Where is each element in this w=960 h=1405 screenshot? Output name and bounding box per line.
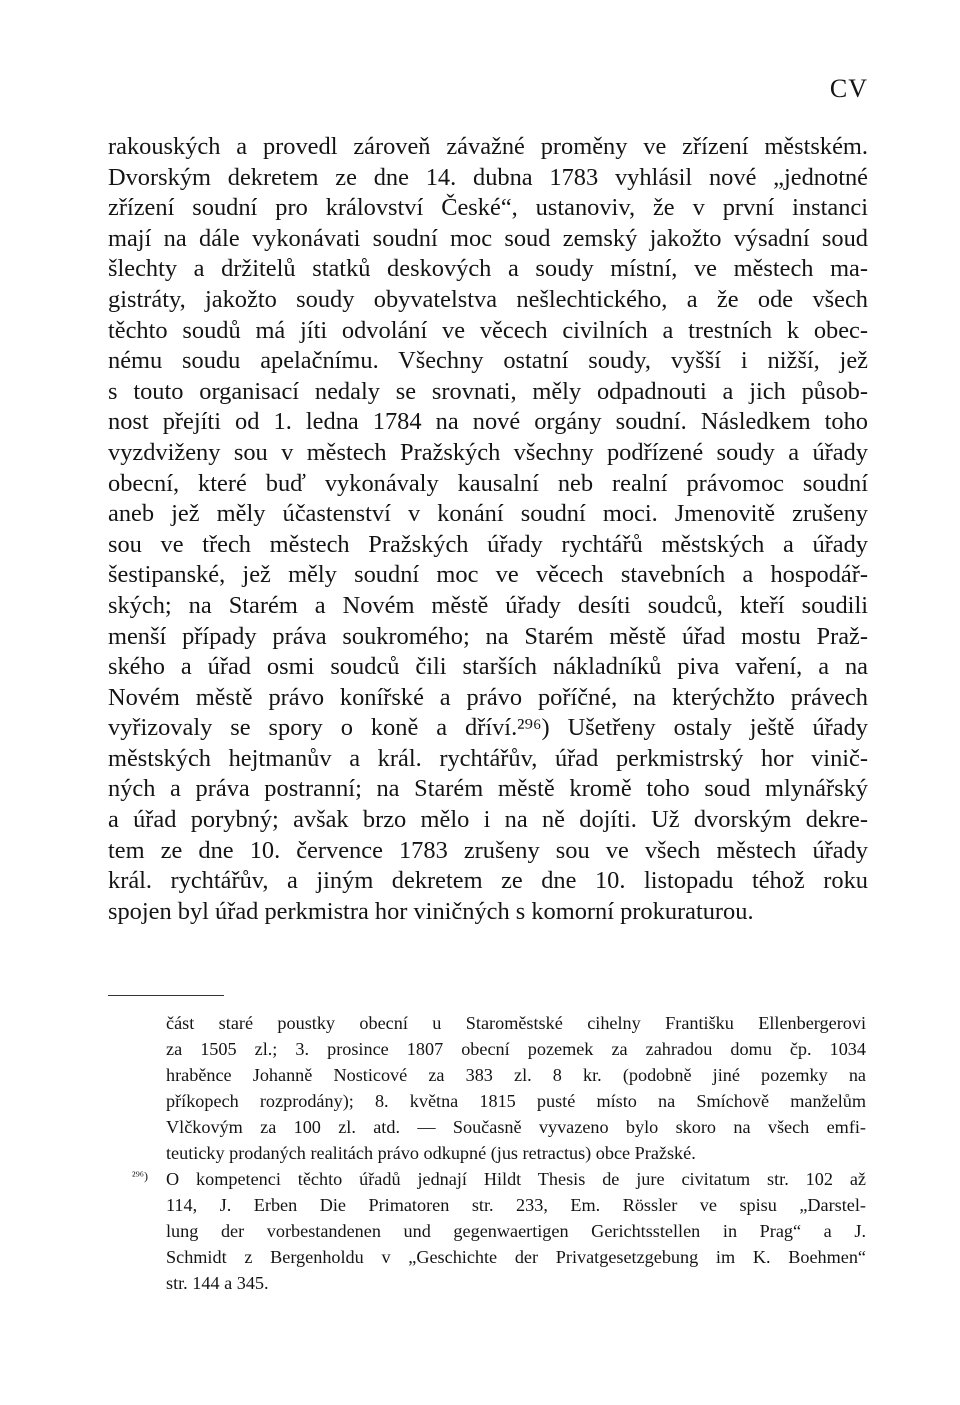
footnotes-section [120, 1010, 866, 1296]
main-body-text [108, 132, 868, 927]
body-line: Novém městě právo konířské a právo poříčné, na kterýchžto právech [108, 683, 868, 711]
footnote-line: příkopech rozprodány); 8. května 1815 pusté místo na Smíchově manželům [166, 1091, 866, 1111]
body-line: zřízení soudní pro království České“, ustanoviv, že v první instanci [108, 194, 868, 222]
body-line: nému soudu apelačnímu. Všechny ostatní soudy, vyšší i nižší, jež [108, 347, 868, 375]
footnote-line: Vlčkovým za 100 zl. atd. — Současně vyvazeno bylo skoro na všech emfi- [166, 1117, 866, 1137]
body-line: spojen byl úřad perkmistra hor viničných s komorní prokuraturou. [108, 897, 754, 925]
footnote-line: hraběnce Johanně Nosticové za 383 zl. 8 kr. (podobně jiné pozemky na [166, 1065, 866, 1085]
footnote-line: za 1505 zl.; 3. prosince 1807 obecní pozemek za zahradou domu čp. 1034 [166, 1039, 866, 1059]
footnote-marker: ²⁹⁶) [132, 1169, 148, 1183]
footnote-line: Schmidt z Bergenholdu v „Geschichte der Privatgesetzgebung im K. Boehmen“ [166, 1247, 866, 1267]
body-line: aneb jež měly účastenství v konání soudní moci. Jmenovitě zrušeny [108, 500, 868, 528]
footnote-line: str. 144 a 345. [166, 1273, 269, 1293]
body-line: šlechty a držitelů statků deskových a soudy místní, ve městech ma- [108, 255, 868, 283]
body-line: král. rychtářův, a jiným dekretem ze dne 10. listopadu téhož roku [108, 867, 868, 895]
body-line: s touto organisací nedaly se srovnati, měly odpadnouti a jich působ- [108, 377, 868, 405]
body-line: ných a práva postranní; na Starém městě kromě toho soud mlynářský [108, 775, 868, 803]
footnote-296 [120, 1166, 866, 1296]
footnote-separator-rule [108, 995, 224, 996]
body-line: obecní, které buď vykonávaly kausalní neb realní právomoc soudní [108, 469, 868, 497]
footnote-line: O kompetenci těchto úřadů jednají Hildt Thesis de jure civitatum str. 102 až [166, 1169, 866, 1189]
footnote-continuation [120, 1010, 866, 1166]
page-number: CV [829, 74, 868, 103]
body-line: menší případy práva soukromého; na Starém městě úřad mostu Praž- [108, 622, 868, 650]
body-line: gistráty, jakožto soudy obyvatelstva nešlechtického, a že ode všech [108, 285, 868, 313]
body-line: šestipanské, jež měly soudní moc ve věcech stavebních a hospodář- [108, 561, 868, 589]
body-line: tem ze dne 10. července 1783 zrušeny sou ve všech městech úřady [108, 836, 868, 864]
body-line: těchto soudů má jíti odvolání ve věcech civilních a trestních k obec- [108, 316, 868, 344]
body-line: nost přejíti od 1. ledna 1784 na nové orgány soudní. Následkem toho [108, 408, 868, 436]
body-line: mají na dále vykonávati soudní moc soud zemský jakožto výsadní soud [108, 224, 868, 252]
body-line: rakouských a provedl zároveň závažné proměny ve zřízení městském. [108, 133, 868, 160]
body-line: městských hejtmanův a král. rychtářův, úřad perkmistrský hor vinič- [108, 744, 868, 772]
body-line: ských; na Starém a Novém městě úřady desíti soudců, kteří soudili [108, 591, 868, 619]
footnote-line: část staré poustky obecní u Staroměstské cihelny Františku Ellenbergerovi [166, 1013, 866, 1033]
body-line: a úřad porybný; avšak brzo mělo i na ně dojíti. Už dvorským dekre- [108, 806, 868, 834]
body-line: ského a úřad osmi soudců čili starších nákladníků piva vaření, a na [108, 653, 868, 681]
body-line: vyzdviženy sou v městech Pražských všechny podřízené soudy a úřady [108, 438, 868, 466]
body-line: sou ve třech městech Pražských úřady rychtářů městských a úřady [108, 530, 868, 558]
footnote-line: teuticky prodaných realitách právo odkupné (jus retractus) obce Pražské. [166, 1143, 696, 1163]
body-line: Dvorským dekretem ze dne 14. dubna 1783 vyhlásil nové „jednotné [108, 163, 868, 191]
footnote-line: 114, J. Erben Die Primatoren str. 233, Em. Rössler ve spisu „Darstel- [166, 1195, 866, 1215]
body-line: vyřizovaly se spory o koně a dříví.²⁹⁶) Ušetřeny ostaly ještě úřady [108, 714, 868, 742]
footnote-line: lung der vorbestandenen und gegenwaertigen Gerichtsstellen in Prag“ a J. [166, 1221, 866, 1241]
